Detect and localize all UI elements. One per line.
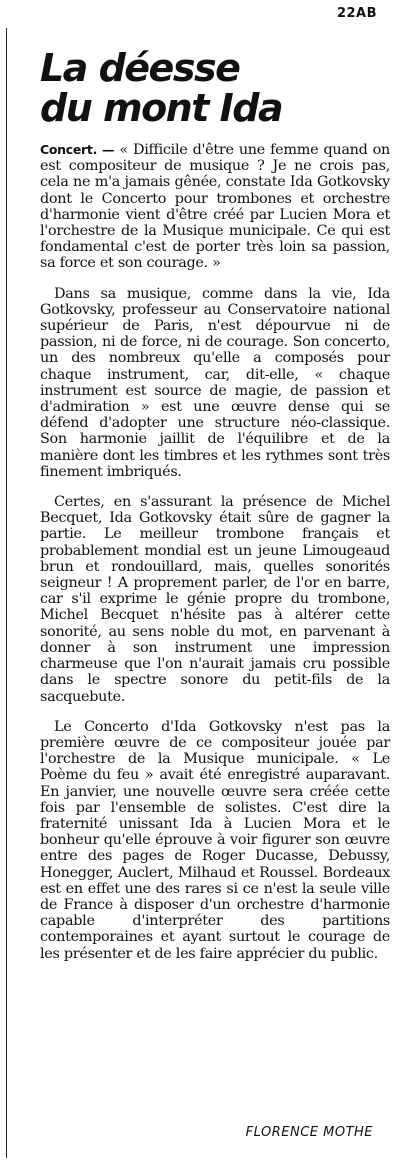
article-paragraph: Le Concerto d'Ida Gotkovsky n'est pas la première œuvre de ce compositeur jouée par l'orchestre de la Musique municipale. « Le Poème du feu » avait été enregistré auparavant. En janvier, une nouvelle œuvre sera créée cette fois par l'ensemble de solistes. C'est dire la fraternité unissant Ida à Lucien Mora et le bonheur qu'elle éprouve à voir figurer son œuvre entre des pages de Roger Ducasse, Debussy, Honegger, Auclert, Milhaud et Roussel. Bordeaux est en effet une des rares si ce n'est la seule ville de France à disposer d'un orchestre d'harmonie capable d'interpréter des partitions contemporaines et ayant surtout le courage de les présenter et de les faire apprécier du public.	[40, 718, 390, 962]
column-rule	[6, 28, 7, 1158]
headline	[40, 48, 390, 128]
article-paragraph	[40, 142, 390, 272]
article-paragraph: Certes, en s'assurant la présence de Michel Becquet, Ida Gotkovsky était sûre de gagner la partie. Le meilleur trombone français et probablement mondial est un jeune Limougeaud brun et rondouillard, mais, quelles sonorités seigneur ! A proprement parler, de l'or en barre, car s'il exprime le génie propre du trombone, Michel Becquet n'hésite pas à altérer cette sonorité, au sens noble du mot, en parvenant à donner à son instrument une impression charmeuse que l'on n'aurait jamais cru possible dans le spectre sonore du petit-fils de la sacquebute.	[40, 494, 390, 705]
author-signature: FLORENCE MOTHE	[245, 1125, 373, 1140]
page-reference: 22AB	[336, 6, 377, 21]
article	[40, 48, 390, 976]
paragraph-text: « Difficile d'être une femme quand on est compositeur de musique ? Je ne crois pas, cela ne m'a jamais gênée, constate Ida Gotkovsky dont le Concerto pour trombones et orchestre d'harmonie vient d'être créé par Lucien Mora et l'orchestre de la Musique municipale. Ce qui est fondamental c'est de porter très loin sa passion, sa force et son courage. »	[40, 142, 390, 272]
kicker: Concert. —	[40, 142, 115, 157]
article-paragraph: Dans sa musique, comme dans la vie, Ida Gotkovsky, professeur au Conservatoire national supérieur de Paris, n'est dépourvue ni de passion, ni de force, ni de courage. Son concerto, un des nombreux qu'elle a composés pour chaque instrument, car, dit-elle, « chaque instrument est source de magie, de passion et d'admiration » est une œuvre dense qui se défend d'adopter une structure néo-classique. Son harmonie jaillit de l'équilibre et de la manière dont les timbres et les rythmes sont très finement imbriqués.	[40, 285, 390, 480]
headline-line-2: du mont Ida	[40, 86, 283, 130]
headline-line-1: La déesse	[40, 46, 240, 90]
